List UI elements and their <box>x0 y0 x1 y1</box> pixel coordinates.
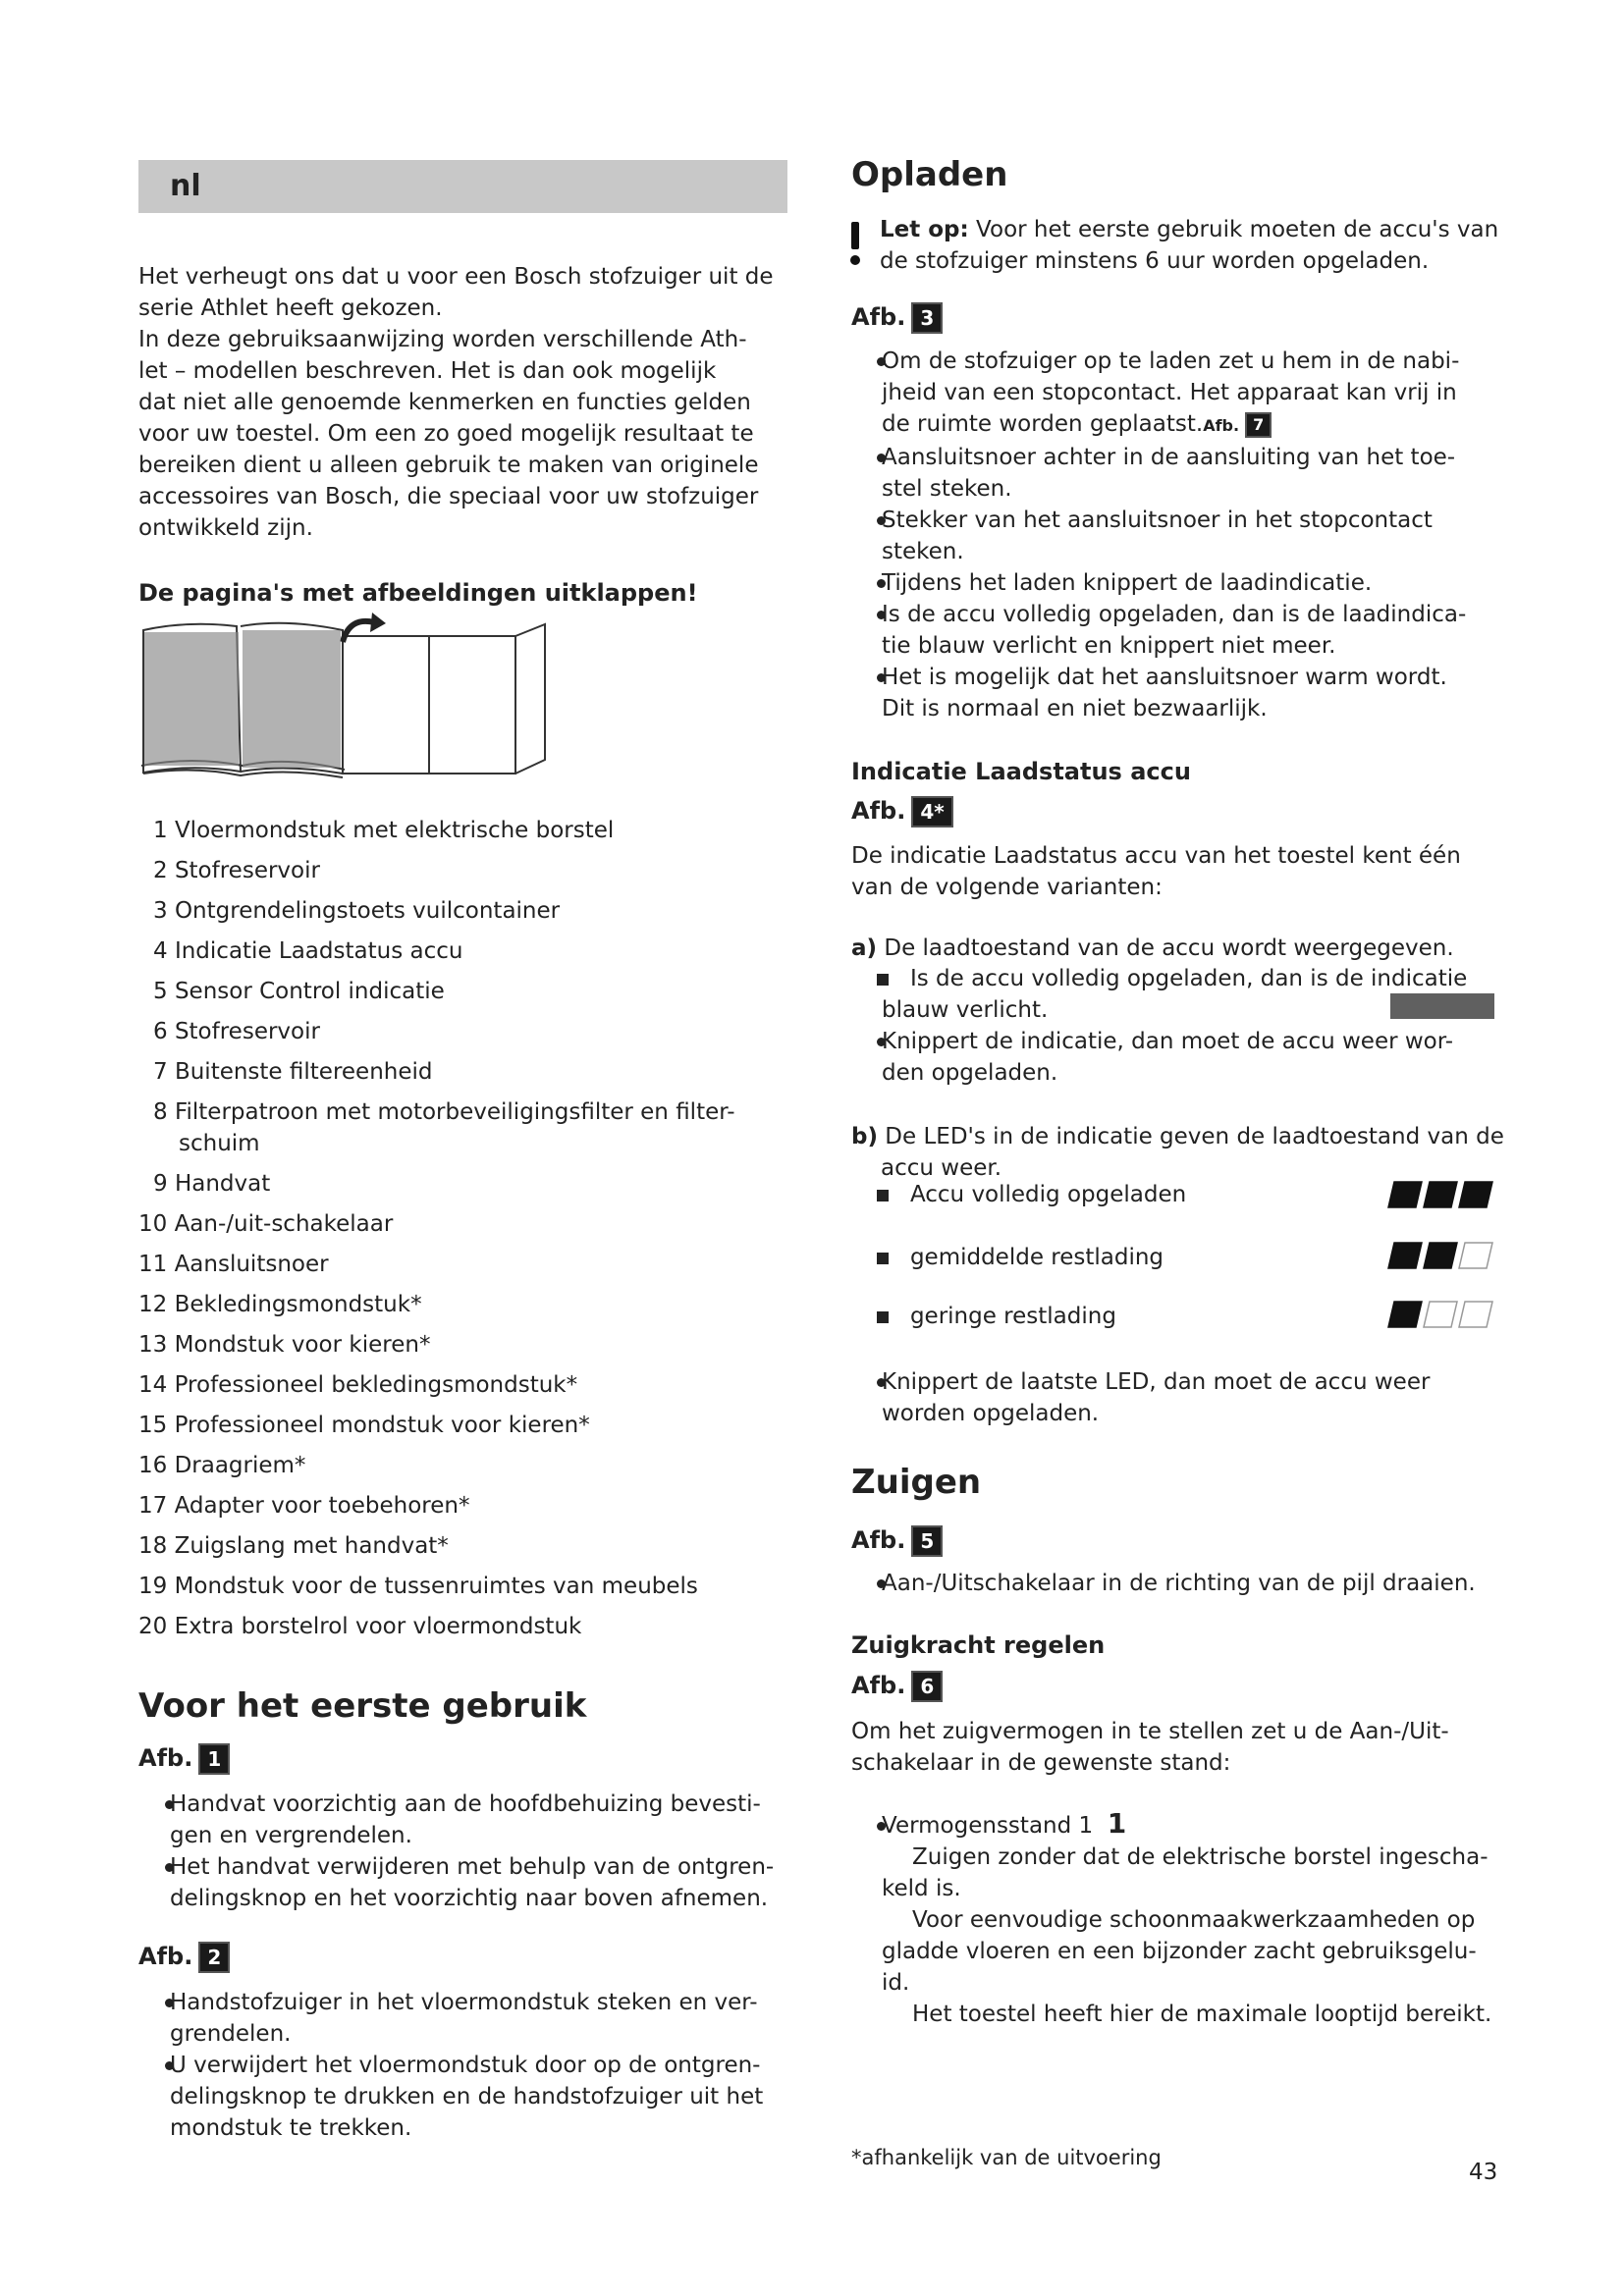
level-text: Voor eenvoudige schoonmaakwerkzaamheden op <box>912 1907 1476 1933</box>
figure-ref-4 <box>851 796 953 828</box>
level-label: Accu volledig opgeladen <box>909 1182 1187 1207</box>
step-text: Om de stofzuiger op te laden zet u hem in de nabi- <box>882 348 1460 374</box>
suction-power-title: Zuigkracht regelen <box>851 1631 1106 1659</box>
intro-line: De indicatie Laadstatus accu van het toestel kent één <box>851 843 1461 869</box>
afb-label: Afb. <box>138 1744 193 1772</box>
step-text: Stekker van het aansluitsnoer in het stopcontact <box>882 507 1433 533</box>
first-use-steps-1 <box>165 1789 774 1914</box>
led-segment-on <box>1424 1182 1457 1207</box>
level-full <box>877 1179 1186 1210</box>
detail-text: blauw verlicht. <box>882 997 1049 1023</box>
step-text: Handstofzuiger in het vloermondstuk steken en ver- <box>170 1990 758 2015</box>
step-text: stel steken. <box>882 476 1012 502</box>
level-text: id. <box>882 1970 910 1996</box>
first-use-steps-2 <box>165 1987 763 2144</box>
intro-line: schakelaar in de gewenste stand: <box>851 1750 1231 1776</box>
power-level-1 <box>877 1808 1491 2030</box>
level-text: Het toestel heeft hier de maximale looptijd bereikt. <box>912 2002 1492 2027</box>
detail-text: den opgeladen. <box>882 1060 1058 1086</box>
warning-line: de stofzuiger minstens 6 uur worden opgeladen. <box>880 248 1430 274</box>
figure-badge: 4* <box>911 796 952 828</box>
fold-out-title: De pagina's met afbeeldingen uitklappen! <box>138 579 698 607</box>
variant-label: a) <box>851 935 878 961</box>
list-item: 17 Adapter voor toebehoren* <box>138 1493 470 1519</box>
detail-text: Knippert de indicatie, dan moet de accu weer wor- <box>882 1029 1454 1054</box>
suction-step <box>877 1568 1476 1599</box>
figure-ref-3 <box>851 302 943 334</box>
step-text: Is de accu volledig opgeladen, dan is de laadindica- <box>882 602 1467 627</box>
led-segment-on <box>1459 1182 1492 1207</box>
square-bullet-icon <box>877 1311 889 1323</box>
figure-badge: 2 <box>198 1942 230 1973</box>
variant-label: b) <box>851 1124 878 1149</box>
step-text: Handvat voorzichtig aan de hoofdbehuizing bevesti- <box>170 1791 761 1817</box>
charging-title: Opladen <box>851 155 1008 194</box>
intro-line: serie Athlet heeft gekozen. <box>138 295 443 321</box>
figure-badge: 3 <box>911 302 943 334</box>
step-text: grendelen. <box>170 2021 292 2047</box>
figure-ref-5 <box>851 1525 943 1557</box>
level-text: Zuigen zonder dat de elektrische borstel ingescha- <box>912 1844 1489 1870</box>
first-use-title: Voor het eerste gebruik <box>138 1686 587 1726</box>
figure-badge: 5 <box>911 1525 943 1557</box>
figure-badge: 1 <box>198 1743 230 1775</box>
list-item: 15 Professioneel mondstuk voor kieren* <box>138 1413 590 1438</box>
step-text: delingsknop en het voorzichtig naar boven afnemen. <box>170 1886 769 1911</box>
indicator-title: Indicatie Laadstatus accu <box>851 758 1191 785</box>
level-label: Vermogensstand 1 <box>882 1813 1094 1839</box>
variant-a <box>851 933 1454 964</box>
figure-ref-1 <box>138 1743 230 1775</box>
intro-line: van de volgende varianten: <box>851 875 1163 900</box>
list-item: 2 Stofreservoir <box>153 858 320 883</box>
step-text: Aansluitsnoer achter in de aansluiting van het toe- <box>882 445 1456 470</box>
charging-steps <box>877 346 1466 724</box>
square-bullet-icon <box>877 1190 889 1201</box>
led-segment-off <box>1424 1302 1457 1327</box>
step-text: delingsknop te drukken en de handstofzuiger uit het <box>170 2084 764 2109</box>
list-item: 18 Zuigslang met handvat* <box>138 1533 449 1559</box>
list-item: 8 Filterpatroon met motorbeveiligingsfilter en filter- <box>153 1099 735 1125</box>
led-indicators <box>1384 1178 1500 1335</box>
afb-label: Afb. <box>851 303 906 331</box>
note-text: Knippert de laatste LED, dan moet de accu weer <box>882 1369 1431 1395</box>
last-led-note <box>877 1366 1430 1429</box>
afb-label: Afb. <box>851 1672 906 1699</box>
led-segment-on <box>1424 1243 1457 1268</box>
list-item: 3 Ontgrendelingstoets vuilcontainer <box>153 898 561 924</box>
indicator-blue-bar <box>1390 993 1494 1019</box>
intro-line: bereiken dient u alleen gebruik te maken van originele <box>138 453 759 478</box>
afb-label: Afb. <box>851 1526 906 1554</box>
afb-label: Afb. <box>1203 416 1240 435</box>
indicator-intro <box>851 840 1461 903</box>
page-number: 43 <box>1469 2160 1498 2185</box>
step-text: mondstuk te trekken. <box>170 2115 412 2141</box>
led-segment-on <box>1388 1182 1422 1207</box>
language-code: nl <box>170 169 201 203</box>
list-item: 19 Mondstuk voor de tussenruimtes van meubels <box>138 1574 698 1599</box>
list-item: 1 Vloermondstuk met elektrische borstel <box>153 818 615 843</box>
figure-badge: 7 <box>1245 412 1272 438</box>
step-text: tie blauw verlicht en knippert niet meer. <box>882 633 1336 659</box>
variant-text: De laadtoestand van de accu wordt weergegeven. <box>884 935 1454 961</box>
intro-line: In deze gebruiksaanwijzing worden verschillende Ath- <box>138 327 747 352</box>
list-item: 13 Mondstuk voor kieren* <box>138 1332 431 1358</box>
step-text: U verwijdert het vloermondstuk door op de ontgren- <box>170 2053 761 2078</box>
arrow-icon <box>370 613 386 632</box>
afb-label: Afb. <box>138 1943 193 1970</box>
variant-b <box>851 1121 1504 1184</box>
square-bullet-icon <box>877 1253 889 1264</box>
footnote: *afhankelijk van de uitvoering <box>851 2146 1162 2169</box>
intro-line: Het verheugt ons dat u voor een Bosch stofzuiger uit de <box>138 264 774 290</box>
step-text: Dit is normaal en niet bezwaarlijk. <box>882 696 1268 721</box>
intro-line: voor uw toestel. Om een zo goed mogelijk resultaat te <box>138 421 754 447</box>
list-item: 6 Stofreservoir <box>153 1019 320 1044</box>
warning-icon <box>846 218 866 269</box>
intro-line: accessoires van Bosch, die speciaal voor uw stofzuiger <box>138 484 759 509</box>
warning-label: Let op: <box>880 217 969 242</box>
led-segment-off <box>1459 1243 1492 1268</box>
level-label: gemiddelde restlading <box>909 1245 1164 1270</box>
step-text: steken. <box>882 539 964 564</box>
list-item: 12 Bekledingsmondstuk* <box>138 1292 422 1317</box>
level-text: gladde vloeren en een bijzonder zacht gebruiksgelu- <box>882 1939 1477 1964</box>
level-label: geringe restlading <box>909 1304 1116 1329</box>
intro-paragraph <box>138 261 826 544</box>
figure-ref-2 <box>138 1942 230 1973</box>
level-text: keld is. <box>882 1876 961 1901</box>
variant-text: accu weer. <box>881 1155 1002 1181</box>
step-text: gen en vergrendelen. <box>170 1823 412 1848</box>
list-item: 5 Sensor Control indicatie <box>153 979 445 1004</box>
figure-ref-6 <box>851 1671 943 1702</box>
detail-text: Is de accu volledig opgeladen, dan is de indicatie <box>909 966 1468 991</box>
list-item: 10 Aan-/uit-schakelaar <box>138 1211 394 1237</box>
level-number: 1 <box>1107 1807 1127 1840</box>
list-item: 9 Handvat <box>153 1171 271 1197</box>
intro-line: let – modellen beschreven. Het is dan ook mogelijk <box>138 358 717 384</box>
list-item: 11 Aansluitsnoer <box>138 1252 329 1277</box>
led-segment-on <box>1388 1302 1422 1327</box>
warning-text <box>880 214 1498 277</box>
fold-out-pages-illustration <box>138 611 551 779</box>
list-item: 14 Professioneel bekledingsmondstuk* <box>138 1372 578 1398</box>
step-text: Aan-/Uitschakelaar in de richting van de pijl draaien. <box>882 1571 1476 1596</box>
note-text: worden opgeladen. <box>882 1401 1100 1426</box>
intro-line: Om het zuigvermogen in te stellen zet u de Aan-/Uit- <box>851 1719 1449 1744</box>
step-text: Tijdens het laden knippert de laadindicatie. <box>882 570 1373 596</box>
variant-a-details <box>877 963 1467 1089</box>
list-item: 7 Buitenste filtereenheid <box>153 1059 433 1085</box>
intro-line: dat niet alle genoemde kenmerken en functies gelden <box>138 390 751 415</box>
led-segment-on <box>1388 1243 1422 1268</box>
list-item: 4 Indicatie Laadstatus accu <box>153 938 463 964</box>
level-low <box>877 1301 1116 1332</box>
step-text: de ruimte worden geplaatst. <box>882 411 1204 437</box>
suction-intro <box>851 1716 1449 1779</box>
step-text: Het is mogelijk dat het aansluitsnoer warm wordt. <box>882 665 1447 690</box>
afb-label: Afb. <box>851 797 906 825</box>
square-bullet-icon <box>877 974 889 986</box>
level-medium <box>877 1242 1164 1273</box>
list-item: schuim <box>179 1131 260 1156</box>
led-segment-off <box>1459 1302 1492 1327</box>
variant-text: De LED's in de indicatie geven de laadtoestand van de <box>885 1124 1504 1149</box>
list-item: 16 Draagriem* <box>138 1453 306 1478</box>
suction-title: Zuigen <box>851 1463 982 1502</box>
list-item: 20 Extra borstelrol voor vloermondstuk <box>138 1614 582 1639</box>
step-text: Het handvat verwijderen met behulp van de ontgren- <box>170 1854 775 1880</box>
warning-line: Voor het eerste gebruik moeten de accu's van <box>976 217 1499 242</box>
language-header-bar <box>138 160 787 213</box>
step-text: jheid van een stopcontact. Het apparaat kan vrij in <box>882 380 1457 405</box>
intro-line: ontwikkeld zijn. <box>138 515 313 541</box>
figure-badge: 6 <box>911 1671 943 1702</box>
